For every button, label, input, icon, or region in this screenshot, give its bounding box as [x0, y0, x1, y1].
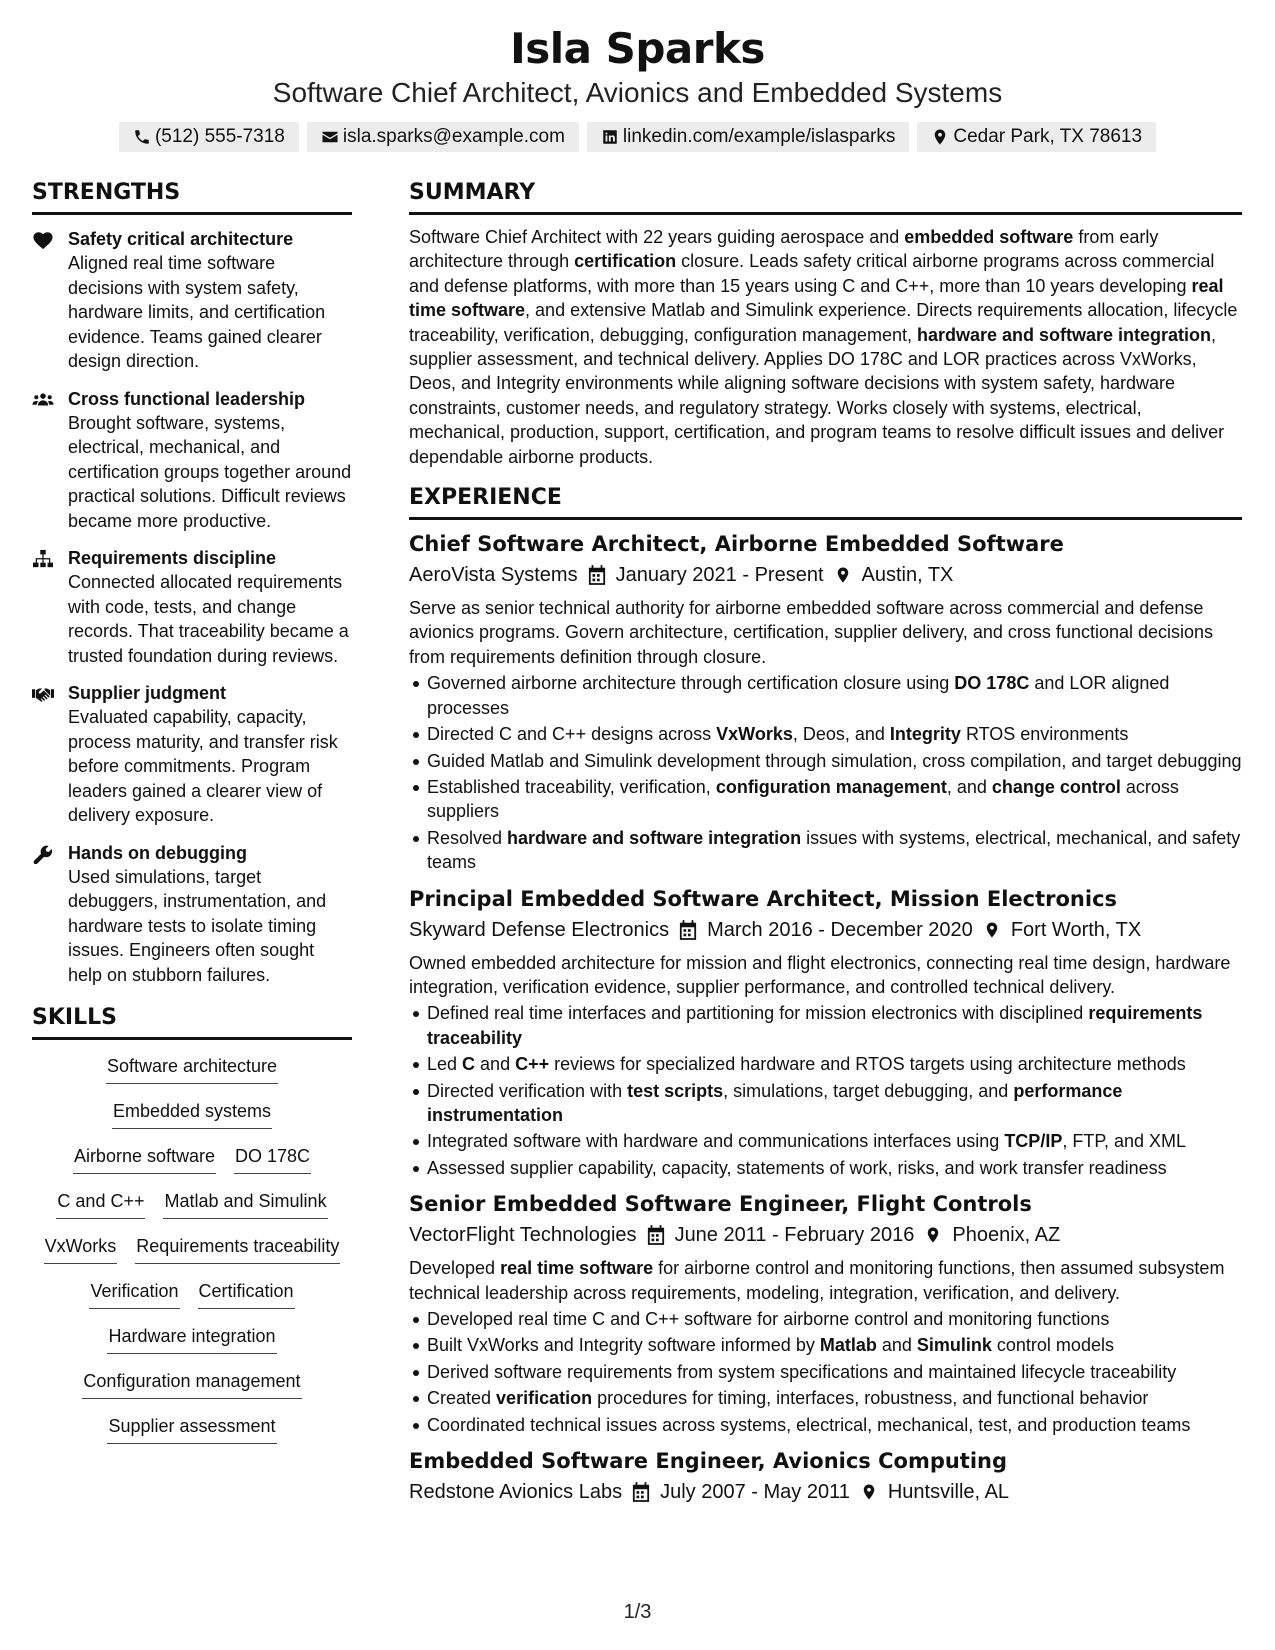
skill-tag: C and C++: [56, 1189, 145, 1219]
strength-item: [32, 841, 352, 988]
skill-row: [112, 1099, 272, 1144]
skill-row: [44, 1234, 341, 1279]
skill-row: [107, 1414, 276, 1459]
job-entry: [409, 1447, 1242, 1507]
job-bullet: Derived software requirements from system specifications and maintained lifecycle traceability: [409, 1360, 1242, 1384]
skill-tag: Configuration management: [82, 1369, 301, 1399]
location-pin-icon: [983, 920, 1001, 940]
skill-tag: Supplier assessment: [107, 1414, 276, 1444]
strength-description: Brought software, systems, electrical, mechanical, and certification groups together around practical solutions. Difficult reviews became more productive.: [68, 412, 352, 531]
contact-location: [917, 122, 1156, 152]
job-bullet: Coordinated technical issues across systems, electrical, mechanical, test, and production teams: [409, 1413, 1242, 1437]
candidate-name: Isla Sparks: [510, 24, 765, 73]
calendar-icon: [588, 565, 606, 585]
contact-text: linkedin.com/example/islasparks: [622, 126, 896, 147]
job-location: Phoenix, AZ: [952, 1224, 1061, 1247]
right-column: [409, 180, 1242, 1507]
job-bullet: Assessed supplier capability, capacity, statements of work, risks, and work transfer readiness: [409, 1156, 1242, 1180]
job-entry: [409, 885, 1242, 1181]
strength-title: Hands on debugging: [68, 842, 247, 863]
contact-text: isla.sparks@example.com: [342, 126, 565, 147]
skill-tag: Certification: [198, 1279, 295, 1309]
job-bullet: Resolved hardware and software integration issues with systems, electrical, mechanical, and safety teams: [409, 826, 1242, 875]
job-meta: [409, 1220, 1242, 1250]
job-company: AeroVista Systems: [409, 564, 578, 587]
strength-description: Aligned real time software decisions with system safety, hardware limits, and certification evidence. Teams gained clearer design direction.: [68, 253, 326, 371]
job-location: Fort Worth, TX: [1010, 918, 1142, 941]
skill-row: [107, 1324, 276, 1369]
job-meta: [409, 560, 1242, 590]
contact-email[interactable]: [307, 122, 579, 152]
job-bullet: Governed airborne architecture through certification closure using DO 178C and LOR aligned processes: [409, 671, 1242, 720]
strength-description: Used simulations, target debuggers, instrumentation, and hardware tests to isolate timing issues. Engineers often sought help on stubborn failures.: [68, 866, 327, 985]
job-location: Huntsville, AL: [887, 1481, 1010, 1504]
contact-text: (512) 555-7318: [154, 126, 285, 147]
job-bullets: [409, 1001, 1242, 1180]
page-number: 1/3: [623, 1601, 652, 1623]
job-meta: [409, 1477, 1242, 1507]
contact-row: [0, 122, 1275, 152]
linkedin-icon: [601, 128, 619, 146]
skill-tag: Requirements traceability: [135, 1234, 340, 1264]
job-company: Skyward Defense Electronics: [409, 918, 670, 941]
job-bullet: Established traceability, verification, configuration management, and change control across suppliers: [409, 775, 1242, 824]
skill-tag: Verification: [89, 1279, 179, 1309]
heart-icon: [32, 230, 54, 250]
job-company: VectorFlight Technologies: [409, 1224, 637, 1247]
job-bullet: Guided Matlab and Simulink development through simulation, cross compilation, and target debugging: [409, 749, 1242, 773]
left-column: [32, 180, 352, 1459]
skill-tag: Airborne software: [73, 1144, 216, 1174]
phone-icon: [133, 128, 151, 146]
strength-title: Requirements discipline: [68, 548, 277, 568]
contact-phone[interactable]: [119, 122, 299, 152]
skill-row: [89, 1279, 294, 1324]
summary-text: Software Chief Architect with 22 years guiding aerospace and embedded software from early architecture through certification closure. Leads safety critical airborne programs across commercial and defense platforms, with more than 15 years using C and C++, more than 10 years developing real time software, and extensive Matlab and Simulink experience. Directs requirements allocation, lifecycle traceability, verification, debugging, configuration management, hardware and software integration, supplier assessment, and technical delivery. Applies DO 178C and LOR practices across VxWorks, Deos, and Integrity environments while aligning software decisions with system safety, hardware constraints, customer needs, and regulatory strategy. Works closely with systems, electrical, mechanical, production, support, certification, and program teams to resolve difficult issues and deliver dependable airborne products.: [409, 227, 1238, 467]
strength-title: Supplier judgment: [68, 683, 227, 703]
skill-row: [106, 1054, 278, 1099]
sitemap-icon: [32, 549, 54, 569]
job-bullet: Developed real time C and C++ software for airborne control and monitoring functions: [409, 1307, 1242, 1331]
strength-item: [32, 681, 352, 828]
job-location: Austin, TX: [861, 564, 954, 587]
job-dates: January 2021 - Present: [615, 564, 824, 587]
job-bullet: Integrated software with hardware and communications interfaces using TCP/IP, FTP, and XML: [409, 1129, 1242, 1153]
strength-description: Connected allocated requirements with code, tests, and change records. That traceability became a trusted foundation during reviews.: [68, 572, 349, 666]
skill-row: [73, 1144, 311, 1189]
handshake-icon: [32, 684, 54, 704]
job-dates: March 2016 - December 2020: [707, 918, 973, 941]
job-bullets: [409, 671, 1242, 874]
strength-title: Safety critical architecture: [68, 229, 294, 249]
location-pin-icon: [924, 1225, 942, 1245]
job-description: Developed real time software for airborne control and monitoring functions, then assumed subsystem technical leadership across requirements, modeling, integration, verification, and delivery.: [409, 1258, 1225, 1303]
wrench-icon: [32, 844, 54, 864]
job-bullets: [409, 1307, 1242, 1437]
skill-tag: Hardware integration: [107, 1324, 276, 1354]
job-bullet: Built VxWorks and Integrity software informed by Matlab and Simulink control models: [409, 1333, 1242, 1357]
strengths-list: [32, 227, 352, 987]
experience-heading: EXPERIENCE: [409, 485, 1242, 520]
strength-description: Evaluated capability, capacity, process maturity, and transfer risk before commitments. Program leaders gained a clearer view of delivery exposure.: [68, 707, 338, 825]
candidate-headline: Software Chief Architect, Avionics and Embedded Systems: [272, 77, 1003, 108]
calendar-icon: [647, 1225, 665, 1245]
skills-list: [32, 1054, 352, 1459]
envelope-icon: [321, 128, 339, 146]
skill-row: [82, 1369, 301, 1414]
skill-tag: VxWorks: [44, 1234, 118, 1264]
location-pin-icon: [931, 128, 949, 146]
calendar-icon: [679, 920, 697, 940]
job-title: Senior Embedded Software Engineer, Flight Controls: [409, 1192, 1032, 1217]
skill-tag: Embedded systems: [112, 1099, 272, 1129]
job-bullet: Directed verification with test scripts, simulations, target debugging, and performance instrumentation: [409, 1079, 1242, 1128]
strengths-heading: STRENGTHS: [32, 180, 352, 215]
job-entry: [409, 1190, 1242, 1437]
skill-tag: Software architecture: [106, 1054, 278, 1084]
contact-linkedin[interactable]: [587, 122, 909, 152]
calendar-icon: [632, 1482, 650, 1502]
strength-item: [32, 546, 352, 668]
strength-item: [32, 387, 352, 534]
users-icon: [32, 390, 54, 410]
strength-title: Cross functional leadership: [68, 388, 306, 409]
job-company: Redstone Avionics Labs: [409, 1481, 623, 1504]
job-dates: July 2007 - May 2011: [660, 1481, 850, 1504]
contact-text: Cedar Park, TX 78613: [953, 126, 1143, 147]
location-pin-icon: [834, 565, 852, 585]
job-bullet: Defined real time interfaces and partitioning for mission electronics with disciplined requirements traceability: [409, 1001, 1242, 1050]
summary-heading: SUMMARY: [409, 180, 1242, 215]
resume-header: [0, 22, 1275, 152]
job-meta: [409, 915, 1242, 945]
location-pin-icon: [860, 1482, 878, 1502]
job-description: Serve as senior technical authority for airborne embedded software across commercial and defense avionics programs. Govern architecture, certification, supplier delivery, and cross functional decisions from requirements definition through closure.: [409, 598, 1214, 667]
skill-tag: DO 178C: [234, 1144, 311, 1174]
job-title: Principal Embedded Software Architect, Mission Electronics: [409, 886, 1118, 911]
job-title: Embedded Software Engineer, Avionics Computing: [409, 1449, 1008, 1474]
job-bullet: Created verification procedures for timing, interfaces, robustness, and functional behavior: [409, 1386, 1242, 1410]
skill-tag: Matlab and Simulink: [163, 1189, 327, 1219]
strength-item: [32, 227, 352, 374]
job-title: Chief Software Architect, Airborne Embedded Software: [409, 532, 1064, 557]
job-entry: [409, 530, 1242, 874]
job-bullet: Directed C and C++ designs across VxWorks, Deos, and Integrity RTOS environments: [409, 722, 1242, 746]
skill-row: [56, 1189, 327, 1234]
job-dates: June 2011 - February 2016: [674, 1224, 915, 1247]
job-description: Owned embedded architecture for mission and flight electronics, connecting real time design, hardware integration, verification evidence, supplier performance, and controlled technical delivery.: [409, 952, 1231, 997]
job-bullet: Led C and C++ reviews for specialized hardware and RTOS targets using architecture methods: [409, 1052, 1242, 1076]
experience-list: [409, 530, 1242, 1507]
skills-heading: SKILLS: [32, 1005, 352, 1040]
